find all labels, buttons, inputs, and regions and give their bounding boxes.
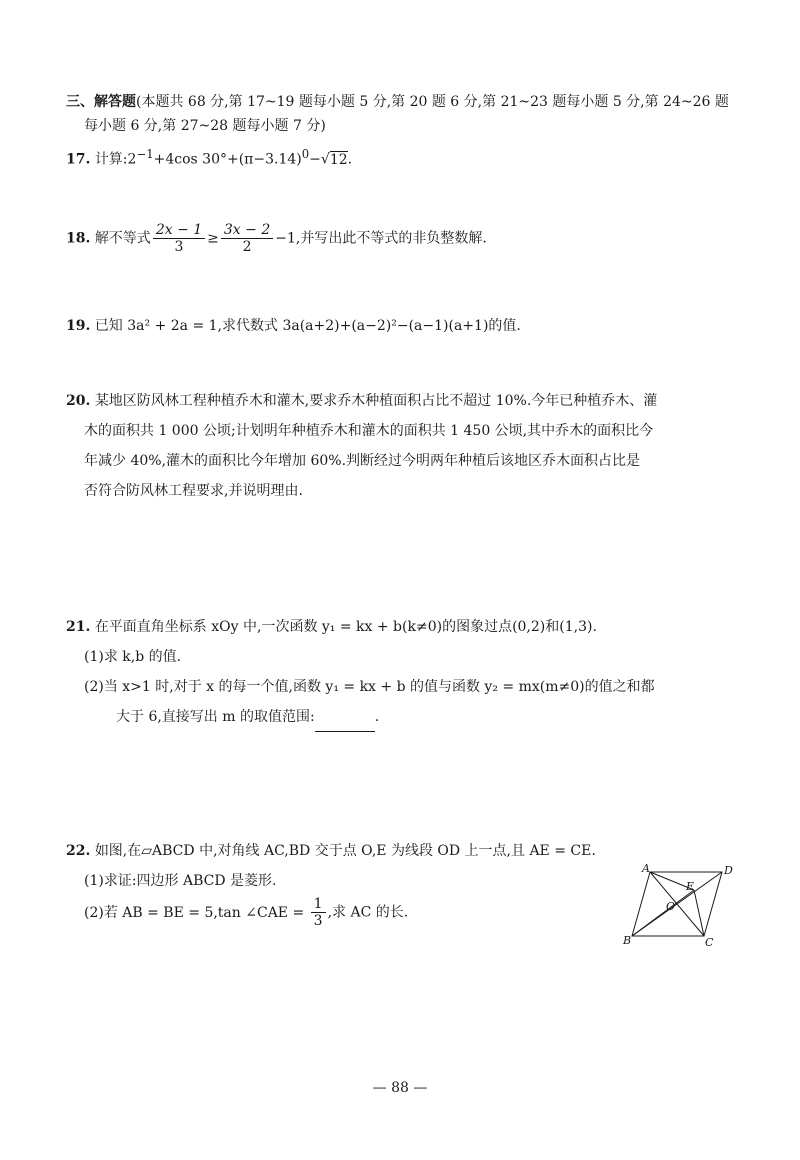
p20-line-4: 否符合防风林工程要求,并说明理由. (84, 483, 303, 499)
label-a: A (642, 862, 650, 875)
label-d: D (724, 864, 733, 877)
p17-text-c: − (309, 151, 321, 168)
label-e: E (686, 880, 695, 893)
p21-q2-line-2: 大于 6,直接写出 m 的取值范围: (116, 709, 315, 725)
p20-line-2: 木的面积共 1 000 公顷;计划明年种植乔木和灌木的面积共 1 450 公顷,其中乔木的面积比今 (84, 423, 654, 439)
p18-text-b: −1,并写出此不等式的非负整数解. (275, 230, 487, 247)
p18-ge: ≥ (207, 230, 219, 247)
answer-blank[interactable] (315, 715, 375, 732)
p22-q2-a: (2)若 AB = BE = 5,tan ∠CAE = (84, 904, 309, 921)
p17-text-a: 计算:2 (94, 151, 137, 168)
p17-sqrt-arg: 12 (329, 151, 348, 168)
segment-ce (694, 890, 704, 936)
section-note-2: 每小题 6 分,第 27~28 题每小题 7 分) (84, 118, 326, 134)
p21-q1: (1)求 k,b 的值. (84, 649, 182, 665)
label-c: C (705, 936, 714, 949)
p17-exp: −1 (136, 147, 154, 161)
p21-q2-line-1: (2)当 x>1 时,对于 x 的每一个值,函数 y₁ = kx + b 的值与函数 y₂ = mx(m≠0)的值之和都 (84, 679, 655, 695)
problem-number: 21. (66, 619, 91, 635)
problem-number: 17. (66, 151, 91, 168)
label-b: B (623, 934, 632, 947)
p18-fraction-1: $\frac{2x - 1}{3}$ (153, 222, 205, 255)
page-number: — 88 — (372, 1080, 428, 1096)
p20-line-1: 某地区防风林工程种植乔木和灌木,要求乔木种植面积占比不超过 10%.今年已种植乔木、灌 (94, 393, 658, 409)
p18-text-a: 解不等式 (94, 230, 151, 247)
p22-q2-b: ,求 AC 的长. (327, 904, 409, 921)
section-header (66, 90, 732, 138)
label-o: O (666, 900, 676, 913)
p21-q2-end: . (374, 709, 380, 725)
p17-text-b: +4cos 30°+(π−3.14) (153, 151, 302, 168)
problem-21 (66, 612, 655, 732)
p22-line-1: 如图,在▱ABCD 中,对角线 AC,BD 交于点 O,E 为线段 OD 上一点,且 AE = CE. (94, 843, 596, 859)
problem-number: 19. (66, 318, 91, 334)
p17-exp2: 0 (301, 147, 310, 161)
problem-20 (66, 386, 657, 506)
problem-number: 18. (66, 230, 91, 247)
section-note-1: (本题共 68 分,第 17~19 题每小题 5 分,第 20 题 6 分,第 21~23 题每小题 5 分,第 24~26 题 (136, 94, 729, 110)
p18-fraction-2: $\frac{3x - 2}{2}$ (221, 222, 273, 255)
p17-text-d: . (347, 151, 353, 168)
problem-19 (66, 312, 521, 340)
p20-line-3: 年减少 40%,灌木的面积比今年增加 60%.判断经过今明两年种植后该地区乔木面积占比是 (84, 453, 641, 469)
p22-fraction: $\frac{1}{3}$ (311, 896, 326, 929)
problem-18 (66, 222, 487, 255)
section-title: 三、解答题 (66, 94, 136, 110)
problem-number: 22. (66, 843, 91, 859)
p19-text: 已知 3a² + 2a = 1,求代数式 3a(a+2)+(a−2)²−(a−1)(a+1)的值. (94, 318, 521, 334)
problem-17: 17. 计算$:2^{-1}+4\cos$ $30^\circ+(\pi-3.14)^0-√12$. (66, 147, 353, 168)
problem-22 (66, 836, 596, 929)
rhombus-figure (620, 860, 740, 950)
p22-q1: (1)求证:四边形 ABCD 是菱形. (84, 873, 277, 889)
problem-number: 20. (66, 393, 91, 409)
p21-line-1: 在平面直角坐标系 xOy 中,一次函数 y₁ = kx + b(k≠0)的图象过点(0,2)和(1,3). (94, 619, 597, 635)
